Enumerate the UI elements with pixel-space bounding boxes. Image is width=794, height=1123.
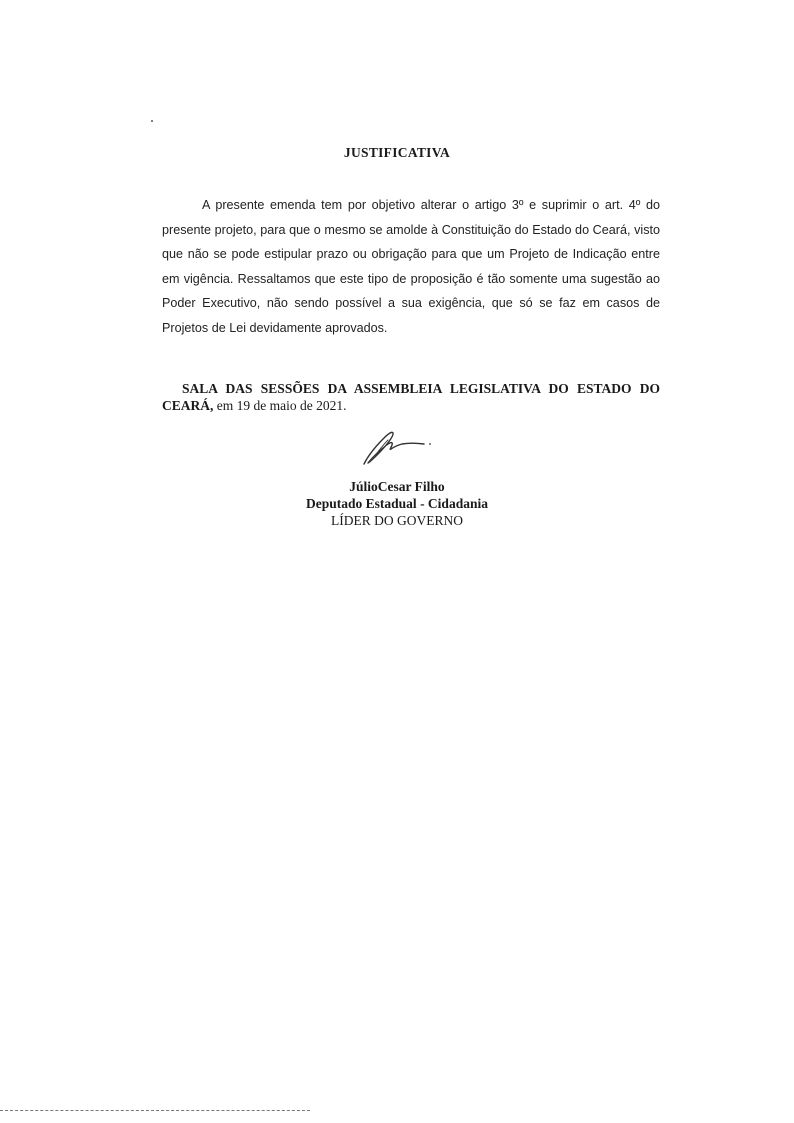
signatory-role: Deputado Estadual - Cidadania [306, 496, 488, 511]
signatory-name: JúlioCesar Filho [349, 479, 445, 494]
signatory-position: LÍDER DO GOVERNO [331, 513, 463, 528]
session-location: SALA DAS SESSÕES DA ASSEMBLEIA LEGISLATIVA DO ESTADO DO CEARÁ, [162, 381, 660, 413]
document-title: JUSTIFICATIVA [343, 145, 451, 160]
closing-line [162, 380, 660, 414]
session-date: em 19 de maio de 2021. [213, 398, 347, 413]
handwritten-signature [358, 426, 444, 468]
justification-paragraph: A presente emenda tem por objetivo alterar o artigo 3º e suprimir o art. 4º do presente projeto, para que o mesmo se amolde à Constituição do Estado do Ceará, visto que não se pode estipular prazo ou obrigação para que um Projeto de Indicação entre em vigência. Ressaltamos que este tipo de proposição é tão somente uma sugestão ao Poder Executivo, não sendo possível a sua exigência, que só se faz em casos de Projetos de Lei devidamente aprovados. [162, 198, 660, 335]
footer-rule [0, 1110, 310, 1111]
scan-speck [151, 120, 153, 122]
signature-block [0, 478, 794, 529]
